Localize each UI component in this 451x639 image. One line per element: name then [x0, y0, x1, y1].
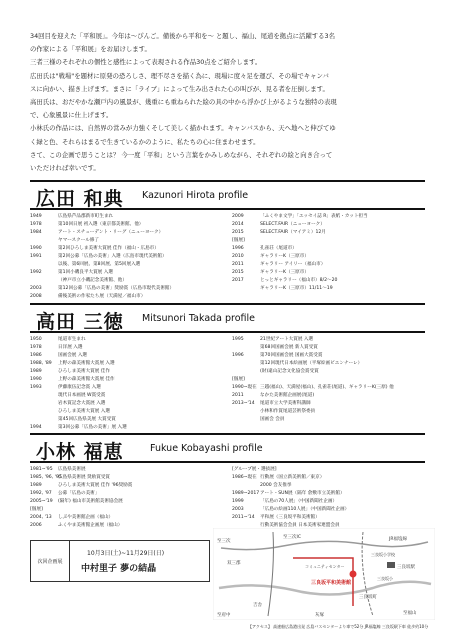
entry-text: アート・スチューデント・リーグ（ニューヨーク）	[58, 230, 164, 235]
entry-year: 1990	[30, 246, 42, 251]
profile-hirota-right	[232, 213, 427, 293]
profile-entry	[30, 392, 230, 400]
profile-takada-left	[30, 336, 230, 432]
map-label: 至福山	[403, 611, 417, 616]
profile-entry	[232, 344, 427, 352]
profile-entry	[232, 474, 427, 482]
entry-text: ひろしま美術大賞展 佳作 '96奨励賞	[58, 483, 133, 488]
entry-year	[30, 408, 58, 416]
entry-year: 2011~'14	[232, 515, 255, 520]
entry-text: ギャラリー アイリー（福山市）	[260, 262, 326, 267]
entry-year: 1989	[30, 483, 42, 488]
entry-text: 第1回小磯良平大賞展 入選	[58, 270, 113, 275]
next-exhibition-dates: 10月3日(土)~11月29日(日)	[87, 550, 165, 557]
profile-entry	[232, 237, 427, 245]
entry-text: 尾道市立大学美術科講師	[260, 401, 311, 406]
profile-entry	[30, 400, 230, 408]
entry-year: 1981~'95	[30, 467, 53, 472]
profile-hirota-left	[30, 213, 230, 301]
intro-line: 広田氏は"戦場"を題材に原発の恐ろしさ、理不尽さを描く為に、現場に度々足を運び、その場でキャンバ	[30, 71, 329, 80]
entry-year	[232, 482, 260, 490]
entry-text: 第68回国画会展 新人賞受賞	[260, 345, 318, 350]
profile-takada-right	[232, 336, 427, 424]
profile-entry	[232, 408, 427, 416]
profile-entry	[232, 285, 427, 293]
entry-text: 国画会 会員	[260, 417, 285, 422]
profile-entry	[30, 416, 230, 424]
intro-line: で、心象風景に仕上げます。	[30, 111, 113, 120]
entry-text: ギャラリーK（三原市）	[260, 270, 309, 275]
entry-text: SELECT.FAIR（ニューヨーク）	[260, 222, 325, 227]
profile-entry	[232, 229, 427, 237]
entry-year: 1990~現在	[232, 385, 257, 390]
entry-text: ギャラリーK（三原市）11/11～19	[260, 286, 333, 291]
entry-year: 2015	[232, 230, 244, 235]
access-info: 【アクセス】 高速船広島港出発 広島バスセンターより車で52分 JR福塩線 三良坂駅下車 徒歩約10分	[248, 624, 429, 629]
entry-text: ふくやま美術館企画展（福山）	[58, 523, 123, 528]
entry-year: 1992	[30, 270, 42, 275]
profile-entry	[232, 368, 427, 376]
entry-year: 2011	[232, 262, 244, 267]
entry-year: [個展]	[232, 238, 245, 243]
map-label: 三良坂小学校	[371, 552, 395, 557]
entry-year	[30, 416, 58, 424]
entry-year: 2011	[232, 393, 244, 398]
entry-year: 2004, '13	[30, 515, 52, 520]
entry-year: 1984	[30, 230, 42, 235]
map-label: 三良坂平和美術館	[311, 580, 352, 586]
entry-year: [グループ展・選抜展]	[232, 467, 277, 472]
entry-text: 第45回広島県美展 大賞受賞	[58, 417, 116, 422]
entry-year	[232, 416, 260, 424]
profile-entry	[232, 498, 427, 506]
entry-text: 広島県美術展	[58, 467, 86, 472]
entry-year: 1991	[30, 254, 42, 259]
profile-entry	[232, 376, 427, 384]
entry-year: 1989~2017	[232, 491, 260, 496]
entry-year: 1999	[232, 499, 244, 504]
entry-year	[30, 237, 58, 245]
map-label: JR福塩線	[389, 537, 407, 542]
artist-name-jp: 高田 三徳	[36, 311, 124, 333]
entry-text: 第12回公募「広島の美術」奨励賞（広島市現代美術館）	[58, 286, 175, 291]
profile-entry	[232, 392, 427, 400]
entry-year: 2013~'14	[232, 401, 255, 406]
profile-entry	[232, 269, 427, 277]
entry-text: 第10回日展 初入選（東京都美術館、他）	[58, 222, 144, 227]
entry-year: 1996	[232, 246, 244, 251]
entry-text: 国画会展 入選	[58, 353, 88, 358]
entry-year: 2015	[232, 270, 244, 275]
profile-entry	[232, 352, 427, 360]
entry-text: 21世紀アート大賞展 入選	[260, 337, 314, 342]
entry-text: 第2回ひろしま美術大賞展 佳作（福山・広島市）	[58, 246, 159, 251]
entry-text: 第2回公募「広島の美術」入選（広島市現代美術館）	[58, 254, 167, 259]
map-label: 灰塚	[315, 613, 324, 618]
profile-entry	[30, 261, 230, 269]
entry-text: 広島県芦品郡新市町生まれ	[58, 214, 114, 219]
profile-entry	[30, 245, 230, 253]
entry-year: 2009	[232, 214, 244, 219]
profile-entry	[30, 408, 230, 416]
entry-year: 1995	[232, 337, 244, 342]
profile-entry	[30, 336, 230, 344]
profile-entry	[232, 490, 427, 498]
entry-text: 備後美術の作家たち展（天満屋／福山市）	[58, 294, 146, 299]
entry-text: ヤマースクール修了	[58, 238, 100, 243]
entry-year: [個展]	[232, 377, 245, 382]
entry-text: 行動美術協会会員 日本美術家連盟会員	[260, 523, 340, 528]
entry-text: ひろしま美術大賞展 入選	[58, 409, 110, 414]
profile-entry	[30, 506, 230, 514]
profile-entry	[30, 482, 230, 490]
entry-year: 1990	[30, 377, 42, 382]
profile-entry	[232, 506, 427, 514]
profile-entry	[30, 368, 230, 376]
profile-entry	[30, 352, 230, 360]
entry-text: ギャラリーK（三原市）	[260, 254, 309, 259]
profile-entry	[232, 253, 427, 261]
profile-entry	[30, 229, 230, 237]
profile-entry	[232, 514, 427, 522]
map-label: 至三次IC	[283, 535, 301, 540]
entry-text: 尾道市生まれ	[58, 337, 86, 342]
entry-text: 「広島の絵画110人展」（中国新聞社企画）	[260, 507, 350, 512]
profile-entry	[30, 498, 230, 506]
profile-entry	[30, 269, 230, 277]
artist-name-en: Mitsunori Takada profile	[142, 313, 256, 324]
entry-text: 公募「広島の美術」	[58, 491, 100, 496]
entry-year	[232, 368, 260, 376]
intro-line: 高田氏は、おだやかな瀬戸内の風景が、幾重にも重ねられた絵の具の中から浮かび上がるような独特の表現	[30, 98, 337, 107]
entry-text: 第3回公募「広島の美術」展 入選	[58, 425, 127, 430]
entry-year: [個展]	[30, 507, 43, 512]
next-exhibition-label: 次回企画展	[31, 541, 70, 581]
profile-entry	[30, 221, 230, 229]
profile-entry	[232, 416, 427, 424]
profile-entry	[30, 474, 230, 482]
profile-entry	[232, 400, 427, 408]
profile-entry	[30, 285, 230, 293]
entry-text: 2000 会友推挙	[260, 483, 292, 488]
entry-text: 伊藤康伍記念賞 入選	[58, 385, 101, 390]
profile-entry	[232, 221, 427, 229]
profile-entry	[30, 376, 230, 384]
profile-entry	[30, 514, 230, 522]
profile-entry	[232, 277, 427, 285]
profile-entry	[30, 490, 230, 498]
entry-text: ひろしま美術大賞展 佳作	[58, 369, 110, 374]
profile-entry	[232, 261, 427, 269]
entry-year	[232, 344, 260, 352]
profile-header-kobayashi	[30, 433, 425, 463]
entry-year: 1992, '97	[30, 491, 52, 496]
entry-year	[30, 400, 58, 408]
map-label: 三良坂町	[359, 595, 377, 600]
intro-line: の作家による「平和展」をお届けします。	[30, 45, 151, 54]
entry-text: 現代日本画展 W賞受賞	[58, 393, 106, 398]
map-label: 三良坂駅	[397, 565, 415, 570]
entry-text: 上野の森美術館大賞展 入選	[58, 361, 115, 366]
map-label: 至府中	[217, 613, 231, 618]
profile-entry	[30, 277, 230, 285]
profile-entry	[30, 384, 230, 392]
intro-line: 三者三様のそれぞれの個性と感性によって表現される作品30点をご紹介します。	[30, 58, 262, 67]
entry-text: 孔雀荘（尾道市）	[260, 246, 297, 251]
artist-name-en: Fukue Kobayashi profile	[150, 443, 263, 454]
map-label: 三良坂小	[377, 576, 393, 581]
entry-year: 2005~'19	[30, 499, 53, 504]
intro-line: 小林氏の作品には、自然界の営みが力強くそして美しく描かれます。キャンバスから、天へ地へと伸びてゆ	[30, 124, 336, 133]
next-exhibition-title: 中村里子 夢の結晶	[81, 564, 157, 574]
entry-year: 2006	[30, 523, 42, 528]
intro-line: く緑と色、それらはまるで生きているかのように、私たちの心に住まわせます。	[30, 137, 260, 146]
entry-year: 1988, '89	[30, 361, 52, 366]
entry-text: （神戸市立小磯記念美術館、他）	[58, 278, 127, 283]
entry-year: 2014	[232, 222, 244, 227]
artist-name-en: Kazunori Hirota profile	[142, 190, 249, 201]
entry-text: 小林和作賞尾道芸術祭委員	[260, 409, 316, 414]
entry-text: なかた美術館企画展(尾道)	[260, 393, 315, 398]
profile-entry	[232, 466, 427, 474]
entry-text: とっとギャラリー（福山市）8/2～20	[260, 278, 338, 283]
map-label: 双三郡	[227, 561, 241, 566]
profile-entry	[30, 522, 230, 530]
entry-year: 1993	[30, 385, 42, 390]
entry-text: 平和展（三良坂平和美術館）	[260, 515, 320, 520]
profile-entry	[232, 336, 427, 344]
entry-text: 「広島の70人展」（中国新聞社企画）	[260, 499, 338, 504]
access-map	[213, 528, 435, 620]
entry-year	[232, 360, 260, 368]
entry-year: 1986~現在	[232, 475, 257, 480]
entry-text: (隔年) 福山市美術館美術協会展	[58, 499, 123, 504]
profile-kobayashi-left	[30, 466, 230, 530]
entry-year: 1994	[30, 425, 42, 430]
entry-text: 三越(福山)、天満屋(福山)、孔雀荘(尾道)、ギャラリーK(三原) 他	[260, 385, 394, 390]
entry-text: 岩木賞記念大賞展 入選	[58, 401, 106, 406]
intro-line: 34回目を迎えた「平和展」。今年は～ぴんご。備後から平和を～ と題し、福山、尾道を拠点に活躍する3名	[30, 32, 335, 40]
profile-kobayashi-right	[232, 466, 427, 530]
map-label: 吉舎	[253, 603, 262, 608]
entry-year: 1950	[30, 337, 42, 342]
entry-year: 1978	[30, 222, 42, 227]
entry-text: しぶや美術館企画（福山）	[58, 515, 114, 520]
entry-year	[232, 408, 260, 416]
entry-year: 2010	[232, 254, 244, 259]
profile-entry	[30, 424, 230, 432]
profile-header-hirota	[30, 180, 425, 210]
entry-year: 1985, '96, '95	[30, 475, 62, 480]
entry-text: 以後、第6回展、第8回展、第5回展入選	[58, 262, 141, 267]
entry-text: アート・SUN展（隔年 倉敷市立美術館）	[260, 491, 345, 496]
profile-entry	[232, 360, 427, 368]
entry-text: 広島県美術展 奨励賞受賞	[58, 475, 110, 480]
profile-entry	[30, 293, 230, 301]
entry-text: 「ふくやま文学」「エッセイ誌 R」表紙・カット担当	[260, 214, 368, 219]
profile-entry	[30, 253, 230, 261]
artist-name-jp: 広田 和典	[36, 188, 124, 210]
entry-text: 第70回国画会展 国画大賞受賞	[260, 353, 323, 358]
profile-entry	[30, 466, 230, 474]
entry-text: 上野の森美術館大賞展 佳作	[58, 377, 115, 382]
entry-text: 第12回現代日本絵画展（平塚絵画ビエンナーレ）	[260, 361, 363, 366]
entry-text: 行動展（国立新美術館／東京）	[260, 475, 325, 480]
entry-year: 2008	[30, 294, 42, 299]
entry-year: 1989	[30, 369, 42, 374]
profile-entry	[232, 482, 427, 490]
museum-marker	[350, 571, 357, 578]
intro-line: いただければ幸いです。	[30, 164, 100, 173]
entry-year: 1996	[232, 353, 244, 358]
entry-year: 1978	[30, 345, 42, 350]
entry-text: SELECT.FAIR（マイアミ）12月	[260, 230, 326, 235]
profile-entry	[30, 213, 230, 221]
profile-header-takada	[30, 303, 425, 333]
profile-entry	[30, 237, 230, 245]
map-label: 至三次	[217, 539, 231, 544]
entry-year	[30, 261, 58, 269]
intro-line: さて、この企画で思うことは？ 今一度「平和」という言葉をかみしめながら、それぞれの絵と向き合って	[30, 150, 333, 159]
profile-entry	[232, 213, 427, 221]
entry-text: 日洋展 入選	[58, 345, 83, 350]
profile-entry	[232, 384, 427, 392]
intro-text	[30, 30, 422, 175]
intro-line: スに向かい、描き上げます。まさに「ライブ」によって生み出された心の叫びが、見る者を圧倒します。	[30, 84, 329, 93]
entry-year: 1949	[30, 214, 42, 219]
station-marker	[387, 562, 395, 568]
entry-year	[30, 277, 58, 285]
map-label: コミュニティセンター	[305, 564, 345, 569]
profile-entry	[30, 344, 230, 352]
next-exhibition-box	[30, 540, 210, 582]
artist-name-jp: 小林 福恵	[36, 441, 124, 463]
profile-entry	[232, 245, 427, 253]
entry-year	[30, 392, 58, 400]
entry-text: (財)遠山記念文化協会賞受賞	[260, 369, 319, 374]
entry-year	[232, 285, 260, 293]
entry-year: 2017	[232, 278, 244, 283]
profile-entry	[30, 360, 230, 368]
entry-year: 2003	[30, 286, 42, 291]
entry-year: 2003	[232, 507, 244, 512]
entry-year: 1986	[30, 353, 42, 358]
